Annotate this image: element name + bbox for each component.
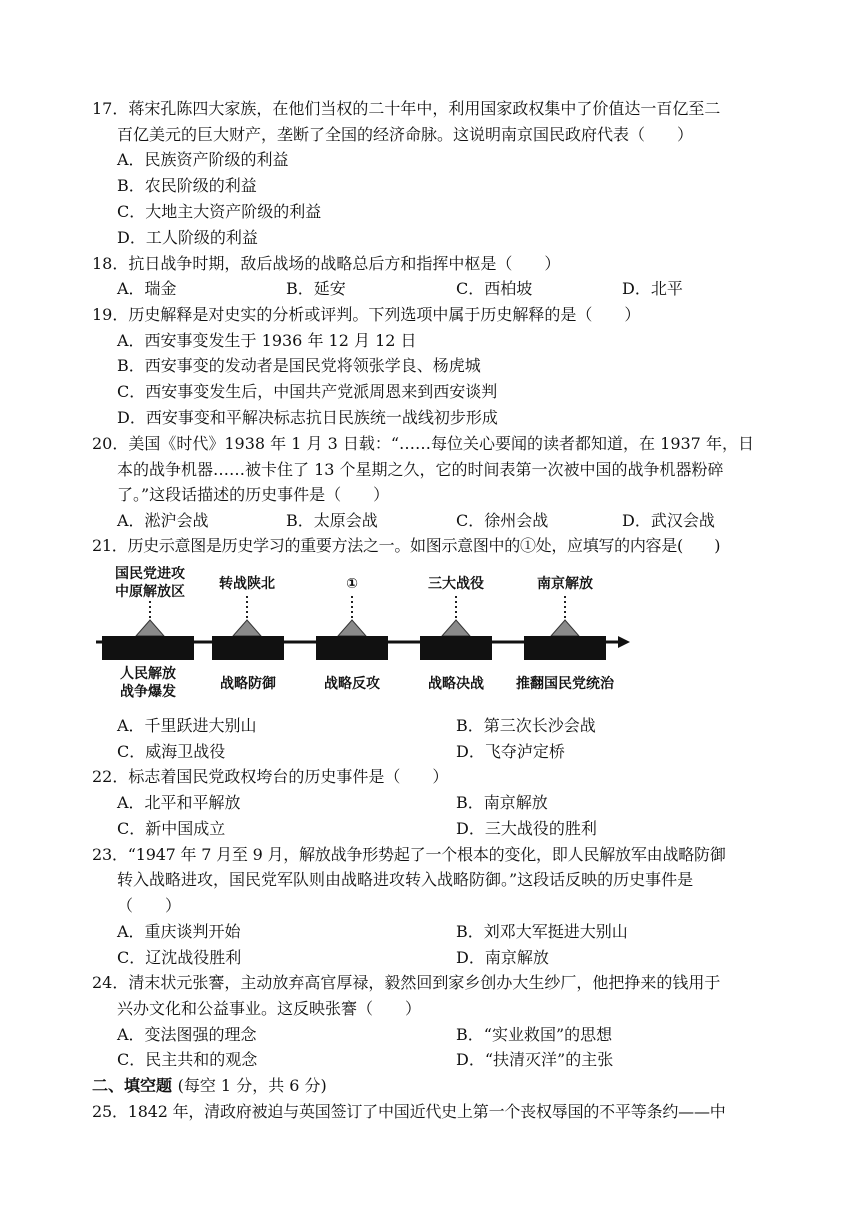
timeline-diagram (92, 566, 640, 706)
q20-stem-line1: 20．美国《时代》1938 年 1 月 3 日载：“……每位关心要闻的读者都知道，在 1937 年，日 (92, 434, 754, 453)
q22-option-d: D．三大战役的胜利 (456, 819, 597, 838)
q21-option-c: C．威海卫战役 (117, 742, 226, 761)
q19-option-c: C．西安事变发生后，中国共产党派周恩来到西安谈判 (117, 382, 498, 401)
section-title: 二、填空题 (92, 1076, 173, 1095)
q20-option-a: A．淞沪会战 (117, 511, 209, 530)
q18-option-d: D．北平 (622, 279, 683, 298)
timeline-top-label-5: 南京解放 (537, 576, 593, 592)
timeline-marker-1 (136, 620, 164, 636)
q21-option-a: A．千里跃进大别山 (117, 716, 257, 735)
timeline-bottom-label-1b: 战争爆发 (120, 684, 176, 700)
q20-option-b: B．太原会战 (286, 511, 378, 530)
q20-option-c: C．徐州会战 (456, 511, 549, 530)
q17-option-b: B．农民阶级的利益 (117, 176, 257, 195)
q24-option-b: B．“实业救国”的思想 (456, 1025, 613, 1044)
q24-stem-line2: 兴办文化和公益事业。这反映张謇（ ） (117, 999, 422, 1018)
timeline-block-5 (524, 636, 606, 660)
timeline-marker-3 (338, 620, 366, 636)
timeline-bottom-label-2: 战略防御 (220, 676, 276, 692)
q23-stem-line2: 转入战略进攻，国民党军队则由战略进攻转入战略防御。”这段话反映的历史事件是 (117, 870, 694, 889)
q23-option-a: A．重庆谈判开始 (117, 922, 241, 941)
q19-option-b: B．西安事变的发动者是国民党将领张学良、杨虎城 (117, 356, 481, 375)
section-scoring-note: (每空 1 分，共 6 分) (177, 1076, 327, 1095)
section-heading (92, 1073, 327, 1099)
q25-stem-line1: 25．1842 年，清政府被迫与英国签订了中国近代史上第一个丧权辱国的不平等条约——中 (92, 1102, 726, 1121)
q24-option-c: C．民主共和的观念 (117, 1050, 258, 1069)
timeline-bottom-label-3: 战略反攻 (324, 676, 380, 692)
timeline-block-2 (212, 636, 284, 660)
q17-option-c: C．大地主大资产阶级的利益 (117, 202, 322, 221)
q24-option-a: A．变法图强的理念 (117, 1025, 257, 1044)
q22-option-c: C．新中国成立 (117, 819, 226, 838)
q23-stem-line3: （ ） (117, 896, 182, 915)
timeline-top-label-1a: 国民党进攻 (115, 566, 185, 582)
q21-option-d: D．飞夺泸定桥 (456, 742, 565, 761)
q18-option-b: B．延安 (286, 279, 346, 298)
timeline-block-3 (316, 636, 388, 660)
q23-stem-line1: 23．“1947 年 7 月至 9 月，解放战争形势起了一个根本的变化，即人民解放军由战略防御 (92, 845, 726, 864)
q20-stem-line2: 本的战争机器……被卡住了 13 个星期之久，它的时间表第一次被中国的战争机器粉碎 (117, 460, 724, 479)
q23-option-b: B．刘邓大军挺进大别山 (456, 922, 628, 941)
timeline-marker-4 (442, 620, 470, 636)
q21-stem: 21．历史示意图是历史学习的重要方法之一。如图示意图中的①处，应填写的内容是( ) (92, 536, 721, 555)
q18-stem: 18．抗日战争时期，敌后战场的战略总后方和指挥中枢是（ ） (92, 254, 561, 273)
timeline-top-label-2: 转战陕北 (219, 576, 275, 592)
q20-stem-line3: 了。”这段话描述的历史事件是（ ） (117, 485, 390, 504)
timeline-bottom-label-4: 战略决战 (428, 676, 484, 692)
q22-stem: 22．标志着国民党政权垮台的历史事件是（ ） (92, 767, 449, 786)
timeline-top-label-3: ① (346, 576, 358, 592)
q17-option-a: A．民族资产阶级的利益 (117, 150, 289, 169)
q24-option-d: D．“扶清灭洋”的主张 (456, 1050, 614, 1069)
timeline-top-label-1b: 中原解放区 (115, 584, 185, 600)
timeline-marker-2 (233, 620, 261, 636)
q18-option-c: C．西柏坡 (456, 279, 533, 298)
q17-stem-line1: 17．蒋宋孔陈四大家族，在他们当权的二十年中，利用国家政权集中了价值达一百亿至二 (92, 99, 721, 118)
timeline-arrow-head (618, 636, 630, 648)
q19-stem: 19．历史解释是对史实的分析或评判。下列选项中属于历史解释的是（ ） (92, 305, 641, 324)
q20-option-d: D．武汉会战 (622, 511, 715, 530)
q17-option-d: D．工人阶级的利益 (117, 228, 258, 247)
timeline-bottom-label-1a: 人民解放 (120, 666, 176, 682)
q21-option-b: B．第三次长沙会战 (456, 716, 596, 735)
q23-option-d: D．南京解放 (456, 948, 549, 967)
timeline-block-1 (102, 636, 194, 660)
q18-option-a: A．瑞金 (117, 279, 177, 298)
timeline-top-label-4: 三大战役 (428, 576, 484, 592)
timeline-bottom-label-5: 推翻国民党统治 (516, 676, 614, 692)
q24-stem-line1: 24．清末状元张謇，主动放弃高官厚禄，毅然回到家乡创办大生纱厂，他把挣来的钱用于 (92, 973, 721, 992)
q22-option-a: A．北平和平解放 (117, 793, 241, 812)
q17-stem-line2: 百亿美元的巨大财产，垄断了全国的经济命脉。这说明南京国民政府代表（ ） (117, 125, 694, 144)
q23-option-c: C．辽沈战役胜利 (117, 948, 242, 967)
q22-option-b: B．南京解放 (456, 793, 548, 812)
timeline-marker-5 (551, 620, 579, 636)
q19-option-d: D．西安事变和平解决标志抗日民族统一战线初步形成 (117, 408, 498, 427)
q19-option-a: A．西安事变发生于 1936 年 12 月 12 日 (117, 331, 417, 350)
timeline-block-4 (420, 636, 492, 660)
